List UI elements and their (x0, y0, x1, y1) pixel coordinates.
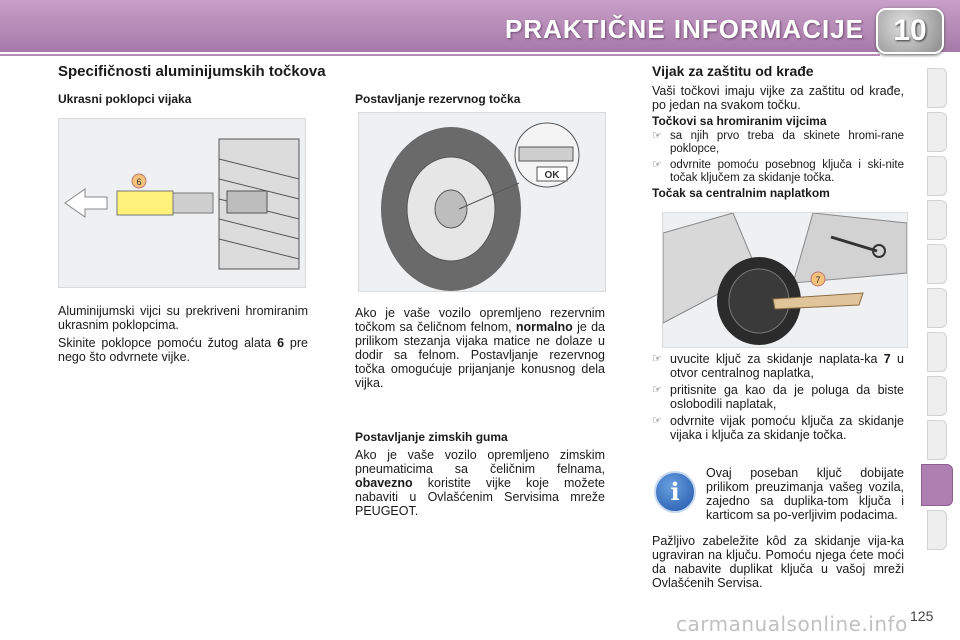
pointing-hand-icon: ☞ (652, 384, 662, 396)
col3-bullets-chrome (652, 130, 904, 188)
center-cap-figure (662, 212, 908, 348)
pointing-hand-icon: ☞ (652, 415, 662, 427)
bold-span: normalno (515, 320, 573, 334)
header-divider (0, 54, 880, 56)
col3-subheading-center: Točak sa centralnim naplatkom (652, 186, 830, 200)
chapter-tab[interactable] (927, 288, 947, 328)
chapter-tab[interactable] (927, 420, 947, 460)
list-item (652, 383, 904, 411)
col2-heading-spare-wheel: Postavljanje rezervnog točka (355, 92, 521, 106)
chapter-tab[interactable] (927, 376, 947, 416)
col1-heading: Ukrasni poklopci vijaka (58, 92, 192, 106)
bold-span: obavezno (355, 476, 413, 490)
text-span: u otvor centralnog naplatka, (670, 352, 904, 380)
bold-span: 7 (883, 352, 891, 366)
col2-paragraph-2 (355, 448, 605, 518)
col3-intro: Vaši točkovi imaju vijke za zaštitu od krađe, po jedan na svakom točku. (652, 84, 904, 112)
text-span: koristite vijke koje možete nabaviti u Ovlašćenim Servisima mreže PEUGEOT. (355, 476, 605, 518)
spare-wheel-figure (358, 112, 606, 292)
figure-label-7: 7 (815, 275, 821, 285)
chapter-tab[interactable] (927, 68, 947, 108)
col2-heading-winter-tyres: Postavljanje zimskih guma (355, 430, 508, 444)
col2-paragraph-1 (355, 306, 605, 390)
chapter-tab[interactable] (927, 332, 947, 372)
text-span: Skinite poklopce pomoću žutog alata (58, 336, 278, 350)
list-item (652, 352, 904, 380)
chapter-tab[interactable] (927, 244, 947, 284)
list-item (652, 130, 904, 156)
info-icon: i (654, 471, 696, 513)
page-number: 125 (910, 608, 934, 624)
list-item-text: odvrnite pomoću posebnog ključa i ski-nite točak ključem za skidanje točka. (670, 159, 904, 184)
text-span: je da prilikom stezanja vijaka matice ne dolaze u dodir sa felnom. Postavljanje rezervnog točka omogućuje prijanjanje konusnog dela vijka. (355, 320, 605, 390)
figure-label-6: 6 (136, 177, 142, 187)
list-item-text: odvrnite vijak pomoću ključa za skidanje vijaka i ključa za skidanje točka. (670, 414, 904, 442)
pointing-hand-icon: ☞ (652, 159, 662, 171)
text-span: Ako je vaše vozilo opremljeno zimskim pneumaticima sa čeličnim felnama, (355, 448, 605, 476)
bold-span: 6 (277, 336, 285, 350)
col3-note: Pažljivo zabeležite kôd za skidanje vija-ka ugraviran na ključu. Pomoću njega ćete moći da nabavite duplikat ključa u vašoj mreži Ovlašćenih Servisa. (652, 534, 904, 590)
pointing-hand-icon: ☞ (652, 130, 662, 142)
watermark: carmanualsonline.info (676, 612, 908, 636)
list-item (652, 414, 904, 442)
chapter-tab[interactable] (927, 112, 947, 152)
wheel-bolt-cap-figure (58, 118, 306, 288)
col1-paragraph-1: Aluminijumski vijci su prekriveni hromiranim ukrasnim poklopcima. (58, 304, 308, 332)
text-span: Ako je vaše vozilo opremljeno rezervnim točkom sa čeličnom felnom, (355, 306, 605, 334)
chapter-number-badge: 10 (876, 8, 944, 54)
chapter-side-tabs (927, 68, 949, 554)
col1-paragraph-2 (58, 336, 308, 364)
center-cap-illustration (663, 213, 907, 347)
list-item (652, 159, 904, 185)
pointing-hand-icon: ☞ (652, 353, 662, 365)
chapter-tab[interactable] (927, 156, 947, 196)
info-text: Ovaj poseban ključ dobijate prilikom preuzimanja vašeg vozila, zajedno sa duplika-tom ključa i karticom sa po-verljivim podacima. (706, 466, 904, 522)
list-item-text: pritisnite ga kao da je poluga da biste oslobodili naplatak, (670, 383, 904, 411)
spare-wheel-illustration (359, 113, 605, 291)
chapter-tab[interactable] (927, 200, 947, 240)
chapter-tab[interactable] (927, 510, 947, 550)
text-span: uvucite ključ za skidanje naplata-ka (670, 352, 884, 366)
page-header-title: PRAKTIČNE INFORMACIJE (504, 14, 864, 44)
text-span: pre nego što odvrnete vijke. (58, 336, 308, 364)
chapter-tab-active[interactable] (921, 464, 953, 506)
list-item-text: sa njih prvo treba da skinete hromi-rane poklopce, (670, 130, 904, 155)
col3-bullets-center (652, 352, 904, 445)
bolt-cap-illustration (59, 119, 305, 287)
section-title: Specifičnosti aluminijumskih točkova (58, 63, 326, 80)
col3-subheading-chrome: Točkovi sa hromiranim vijcima (652, 114, 827, 128)
figure-label-ok: OK (544, 170, 560, 181)
col3-heading: Vijak za zaštitu od krađe (652, 63, 814, 79)
